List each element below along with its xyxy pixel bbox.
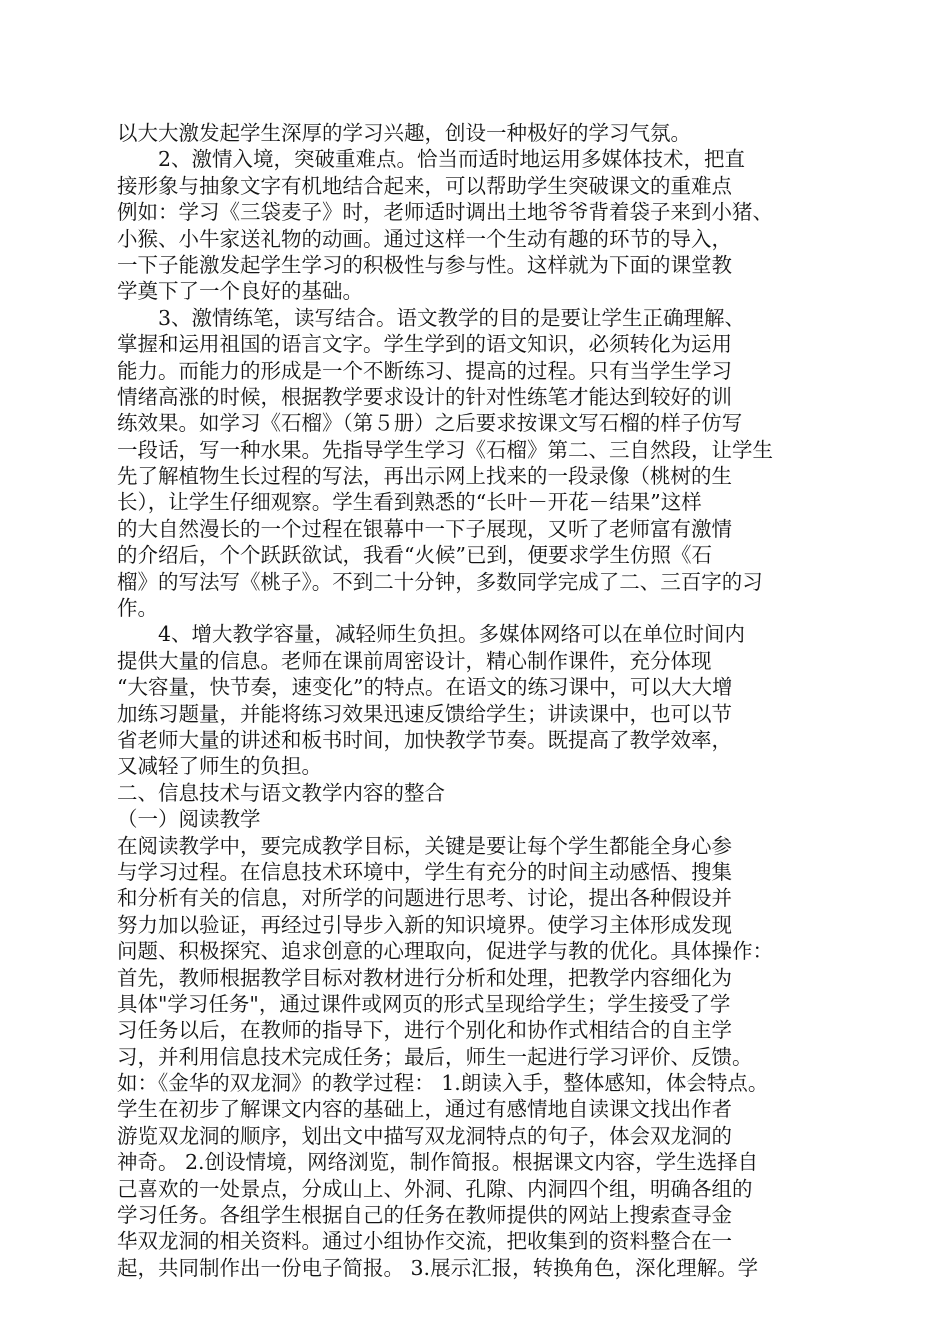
text-line: 学习任务。各组学生根据自己的任务在教师提供的网站上搜索查寻金: [117, 1203, 732, 1228]
text-line: 一段话，写一种水果。先指导学生学习《石榴》第二、三自然段，让学生: [117, 437, 773, 462]
text-line: “大容量，快节奏，速变化”的特点。在语文的练习课中，可以大大增: [117, 675, 733, 700]
text-line: 一下子能激发起学生学习的积极性与参与性。这样就为下面的课堂教: [117, 252, 732, 277]
text-line: 习任务以后，在教师的指导下，进行个别化和协作式相结合的自主学: [117, 1018, 732, 1043]
text-line: 二、信息技术与语文教学内容的整合: [117, 780, 445, 805]
text-line: 学奠下了一个良好的基础。: [117, 279, 363, 304]
text-line: 又减轻了师生的负担。: [117, 754, 322, 779]
text-line: 的大自然漫长的一个过程在银幕中一下子展现，又听了老师富有激情: [117, 516, 732, 541]
text-line: 如：《金华的双龙洞》的教学过程： 1.朗读入手，整体感知，体会特点。: [117, 1071, 769, 1096]
text-line: 己喜欢的一处景点，分成山上、外洞、孔隙、内洞四个组，明确各组的: [117, 1176, 753, 1201]
text-line: 努力加以验证，再经过引导步入新的知识境界。使学习主体形成发现: [117, 912, 732, 937]
text-line: 提供大量的信息。老师在课前周密设计，精心制作课件，充分体现: [117, 648, 712, 673]
text-line: 加练习题量，并能将练习效果迅速反馈给学生；讲读课中，也可以节: [117, 701, 732, 726]
text-line: 首先，教师根据教学目标对教材进行分析和处理，把教学内容细化为: [117, 965, 732, 990]
text-line: 练效果。如学习《石榴》（第５册）之后要求按课文写石榴的样子仿写: [117, 411, 743, 436]
text-line: 具体"学习任务"，通过课件或网页的形式呈现给学生；学生接受了学: [117, 991, 731, 1016]
document-body: [117, 120, 835, 1281]
text-line: 与学习过程。在信息技术环境中，学生有充分的时间主动感悟、搜集: [117, 859, 732, 884]
text-line: 榴》的写法写《桃子》。不到二十分钟，多数同学完成了二、三百字的习: [117, 569, 763, 594]
text-line: 3、激情练笔，读写结合。语文教学的目的是要让学生正确理解、: [158, 305, 746, 330]
text-line: 华双龙洞的相关资料。通过小组协作交流，把收集到的资料整合在一: [117, 1229, 732, 1254]
text-line: 例如：学习《三袋麦子》时，老师适时调出土地爷爷背着袋子来到小猪、: [117, 200, 773, 225]
text-line: 和分析有关的信息，对所学的问题进行思考、讨论，提出各种假设并: [117, 886, 732, 911]
text-line: 作。: [117, 596, 158, 621]
text-line: 先了解植物生长过程的写法，再出示网上找来的一段录像（桃树的生: [117, 464, 732, 489]
text-line: 神奇。 2.创设情境，网络浏览，制作简报。根据课文内容，学生选择自: [117, 1150, 759, 1175]
text-line: 在阅读教学中，要完成教学目标，关键是要让每个学生都能全身心参: [117, 833, 732, 858]
text-line: 长），让学生仔细观察。学生看到熟悉的“长叶－开花－结果”这样: [117, 490, 702, 515]
text-line: 能力。而能力的形成是一个不断练习、提高的过程。只有当学生学习: [117, 358, 732, 383]
text-line: 习，并利用信息技术完成任务；最后，师生一起进行学习评价、反馈。: [117, 1044, 753, 1069]
text-line: 情绪高涨的时候，根据教学要求设计的针对性练笔才能达到较好的训: [117, 384, 732, 409]
text-line: 以大大激发起学生深厚的学习兴趣，创设一种极好的学习气氛。: [117, 121, 691, 145]
text-line: 小猴、小牛家送礼物的动画。通过这样一个生动有趣的环节的导入，: [117, 226, 732, 251]
text-line: （一）阅读教学: [117, 807, 261, 832]
text-line: 问题、积极探究、追求创意的心理取向，促进学与教的优化。具体操作：: [117, 939, 773, 964]
text-line: 接形象与抽象文字有机地结合起来，可以帮助学生突破课文的重难点: [117, 173, 732, 198]
text-line: 游览双龙洞的顺序，划出文中描写双龙洞特点的句子，体会双龙洞的: [117, 1123, 732, 1148]
text-line: 掌握和运用祖国的语言文字。学生学到的语文知识，必须转化为运用: [117, 332, 732, 357]
text-line: 学生在初步了解课文内容的基础上，通过有感情地自读课文找出作者: [117, 1097, 732, 1122]
text-line: 的介绍后，个个跃跃欲试，我看“火候”已到，便要求学生仿照《石: [117, 543, 712, 568]
text-line: 起，共同制作出一份电子简报。 3.展示汇报，转换角色，深化理解。学: [117, 1255, 759, 1280]
text-line: 4、增大教学容量，减轻师生负担。多媒体网络可以在单位时间内: [158, 622, 746, 647]
text-line: 2、激情入境，突破重难点。恰当而适时地运用多媒体技术，把直: [158, 147, 746, 172]
text-line: 省老师大量的讲述和板书时间，加快教学节奏。既提高了教学效率，: [117, 727, 732, 752]
